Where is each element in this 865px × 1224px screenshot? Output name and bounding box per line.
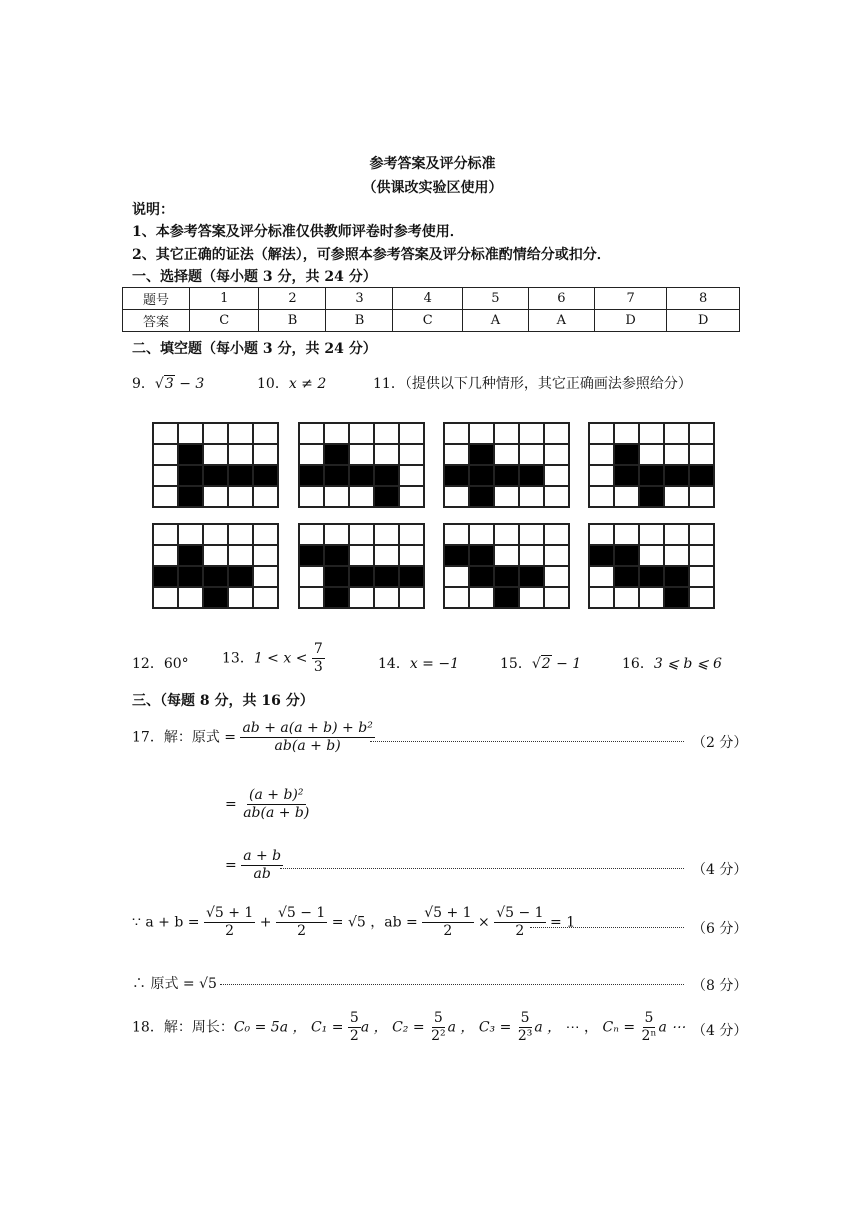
- grid-cell: [153, 423, 178, 444]
- table-cell: B: [259, 310, 326, 332]
- grid-cell: [228, 444, 253, 465]
- shape-grid-6: [298, 523, 425, 609]
- grid-cell: [639, 444, 664, 465]
- q18-label: 18．解：周长：: [132, 1019, 234, 1036]
- grid-cell-filled: [614, 545, 639, 566]
- grid-cell-filled: [639, 566, 664, 587]
- q12-label: 12．: [132, 656, 164, 672]
- grid-cell: [203, 486, 228, 507]
- table-cell: 5: [462, 288, 528, 310]
- grid-cell-filled: [589, 545, 614, 566]
- grid-cell: [178, 587, 203, 608]
- grid-cell: [589, 423, 614, 444]
- grid-cell-filled: [203, 465, 228, 486]
- note-item-2: 2、其它正确的证法（解法），可参照本参考答案及评分标准酌情给分或扣分．: [132, 247, 611, 263]
- grid-cell-filled: [664, 465, 689, 486]
- grid-cell: [664, 524, 689, 545]
- q18-frac-2: $\frac{5}{\text{2²}}$: [431, 1010, 446, 1044]
- q18-c2: C₂ =: [392, 1019, 430, 1036]
- q18-a: a ，: [360, 1019, 388, 1036]
- q11-note: （提供以下几种情形，其它正确画法参照给分）: [404, 376, 692, 392]
- grid-cell-filled: [349, 566, 374, 587]
- grid-cell: [253, 587, 278, 608]
- because-mid: = √5 ，ab =: [327, 914, 423, 931]
- table-header-cell: 题号: [123, 288, 190, 310]
- dot-leader: [280, 868, 684, 869]
- q14: [378, 653, 459, 673]
- grid-cell: [519, 524, 544, 545]
- shape-grid-5: [152, 523, 279, 609]
- grid-cell-filled: [178, 486, 203, 507]
- shape-grid-1: [152, 422, 279, 508]
- q17-fraction-1: $\frac{\text{ab + a(a + b) + b²}}{ab(a + b)}$: [242, 720, 373, 754]
- grid-cell: [689, 566, 714, 587]
- frac-a: $\frac{√5 + 1}{2}$: [205, 905, 254, 939]
- q18-frac-n: $\frac{5}{\text{2ⁿ}}$: [641, 1010, 657, 1044]
- grid-cell: [299, 444, 324, 465]
- grid-cell: [519, 587, 544, 608]
- grid-cell: [349, 444, 374, 465]
- q17-line2: = $\frac{\text{(a + b)²}}{ab(a + b)}$: [225, 787, 310, 821]
- q10-label: 10．: [257, 376, 289, 392]
- grid-cell: [614, 587, 639, 608]
- therefore-line: ∴ 原式 = √5: [132, 976, 217, 992]
- q13: [222, 641, 325, 676]
- grid-cell: [253, 545, 278, 566]
- grid-cell: [153, 587, 178, 608]
- grid-cell: [153, 545, 178, 566]
- q10-answer: x ≠ 2: [288, 376, 327, 392]
- q18-tail: a ⋯: [658, 1019, 686, 1036]
- q9-answer: √3 − 3: [154, 376, 205, 392]
- grid-cell: [614, 524, 639, 545]
- grid-cell: [689, 444, 714, 465]
- grid-cell: [374, 587, 399, 608]
- grid-cell: [203, 423, 228, 444]
- grid-cell-filled: [469, 486, 494, 507]
- grid-cell-filled: [519, 566, 544, 587]
- q15: [500, 653, 581, 673]
- grid-cell-filled: [299, 465, 324, 486]
- grid-cell: [589, 444, 614, 465]
- table-cell: 4: [393, 288, 462, 310]
- note-item-1: 1、本参考答案及评分标准仅供教师评卷时参考使用．: [132, 224, 464, 240]
- grid-cell: [299, 566, 324, 587]
- grid-cell: [399, 444, 424, 465]
- q18-a: a ，: [534, 1019, 562, 1036]
- grid-cell: [299, 423, 324, 444]
- q17-line3: = $\frac{a + b}{ab}$: [225, 848, 282, 882]
- grid-cell-filled: [178, 545, 203, 566]
- grid-cell-filled: [639, 465, 664, 486]
- dot-leader: [220, 984, 684, 985]
- section3-heading: 三、（每题 8 分，共 16 分）: [132, 693, 314, 709]
- shape-grid-4: [588, 422, 715, 508]
- grid-cell-filled: [178, 444, 203, 465]
- grid-cell: [253, 486, 278, 507]
- table-cell: C: [393, 310, 462, 332]
- q12: [132, 653, 189, 673]
- grid-cell-filled: [153, 566, 178, 587]
- grid-cell: [639, 587, 664, 608]
- grid-cell-filled: [614, 444, 639, 465]
- grid-cell: [664, 444, 689, 465]
- grid-cell: [299, 486, 324, 507]
- section1-heading: 一、选择题（每小题 3 分，共 24 分）: [132, 269, 377, 285]
- q9-label: 9．: [132, 376, 155, 392]
- grid-cell: [153, 465, 178, 486]
- grid-cell: [203, 444, 228, 465]
- frac-d: $\frac{√5 - 1}{2}$: [496, 905, 544, 939]
- grid-cell: [399, 465, 424, 486]
- grid-cell: [639, 545, 664, 566]
- grid-cell: [203, 524, 228, 545]
- grid-cell-filled: [614, 465, 639, 486]
- grid-cell-filled: [494, 566, 519, 587]
- q17-fraction-3: $\frac{a + b}{ab}$: [243, 848, 282, 882]
- grid-cell-filled: [178, 566, 203, 587]
- grid-cell-filled: [469, 465, 494, 486]
- q17-line1: [132, 720, 375, 755]
- q17-fraction-2: $\frac{\text{(a + b)²}}{ab(a + b)}$: [243, 787, 310, 821]
- grid-cell: [589, 465, 614, 486]
- score-label: （4 分）: [692, 862, 748, 878]
- grid-cell: [349, 423, 374, 444]
- grid-cell: [253, 444, 278, 465]
- grid-cell: [544, 566, 569, 587]
- grid-cell-filled: [228, 566, 253, 587]
- grid-cell: [664, 423, 689, 444]
- grid-cell: [178, 524, 203, 545]
- grid-cell: [299, 587, 324, 608]
- grid-cell-filled: [203, 566, 228, 587]
- grid-cell: [444, 566, 469, 587]
- section2-heading: 二、填空题（每小题 3 分，共 24 分）: [132, 341, 377, 357]
- grid-cell-filled: [324, 566, 349, 587]
- grid-cell: [374, 545, 399, 566]
- grid-cell-filled: [664, 566, 689, 587]
- grid-cell: [374, 423, 399, 444]
- grid-cell: [228, 587, 253, 608]
- q17-label: 17．解：原式 =: [132, 729, 241, 746]
- grid-cell: [494, 524, 519, 545]
- grid-cell: [228, 545, 253, 566]
- grid-cell: [544, 486, 569, 507]
- grid-cell: [494, 545, 519, 566]
- grid-cell-filled: [494, 465, 519, 486]
- grid-cell: [444, 444, 469, 465]
- grid-cell-filled: [494, 587, 519, 608]
- q16: [622, 653, 722, 673]
- table-header-cell: 答案: [123, 310, 190, 332]
- grid-cell-filled: [469, 566, 494, 587]
- grid-cell: [203, 545, 228, 566]
- grid-cell-filled: [324, 545, 349, 566]
- grid-cell: [253, 423, 278, 444]
- grid-cell: [399, 524, 424, 545]
- table-cell: 2: [259, 288, 326, 310]
- grid-cell: [444, 486, 469, 507]
- grid-cell: [153, 524, 178, 545]
- q13-answer-left: 1 < x <: [253, 650, 312, 667]
- grid-cell: [589, 486, 614, 507]
- grid-cell-filled: [639, 486, 664, 507]
- q11: [373, 373, 692, 393]
- grid-cell: [689, 524, 714, 545]
- grid-cell: [589, 566, 614, 587]
- shape-grid-7: [443, 523, 570, 609]
- q12-answer: 60°: [163, 656, 189, 672]
- q10: [257, 373, 326, 393]
- table-cell: D: [594, 310, 667, 332]
- shape-grid-3: [443, 422, 570, 508]
- q18-line: [132, 1010, 685, 1045]
- shape-grid-2: [298, 422, 425, 508]
- frac-b: $\frac{√5 - 1}{2}$: [277, 905, 326, 939]
- table-cell: D: [667, 310, 740, 332]
- q18-c3: C₃ =: [478, 1019, 516, 1036]
- grid-cell: [299, 524, 324, 545]
- q18-a: a ，: [447, 1019, 475, 1036]
- grid-cell: [544, 423, 569, 444]
- q13-label: 13．: [222, 650, 254, 667]
- q18-ellipsis: ⋯ ，: [565, 1019, 599, 1036]
- page-title: 参考答案及评分标准: [369, 156, 496, 172]
- score-label: （8 分）: [692, 978, 748, 994]
- grid-cell: [494, 444, 519, 465]
- table-cell: 3: [326, 288, 393, 310]
- grid-cell: [544, 587, 569, 608]
- grid-cell: [519, 444, 544, 465]
- grid-cell-filled: [444, 465, 469, 486]
- grid-cell-filled: [374, 486, 399, 507]
- grid-cell-filled: [664, 587, 689, 608]
- table-row: [123, 310, 740, 332]
- dot-leader: [530, 927, 684, 928]
- grid-cell: [253, 524, 278, 545]
- grid-cell: [178, 423, 203, 444]
- grid-cell: [544, 524, 569, 545]
- grid-cell: [689, 587, 714, 608]
- q11-label: 11．: [373, 376, 405, 392]
- grid-cell-filled: [324, 587, 349, 608]
- frac-c: $\frac{√5 + 1}{2}$: [424, 905, 472, 939]
- grid-cell: [664, 545, 689, 566]
- grid-cell: [444, 524, 469, 545]
- table-cell: B: [326, 310, 393, 332]
- grid-cell: [374, 444, 399, 465]
- table-row: [123, 288, 740, 310]
- score-label: （4 分）: [692, 1023, 748, 1039]
- q16-answer: 3 ⩽ b ⩽ 6: [653, 656, 722, 672]
- grid-cell-filled: [399, 566, 424, 587]
- notes-label: 说明：: [132, 202, 174, 218]
- q14-answer: x = −1: [409, 656, 459, 672]
- because-left: ∵ a + b =: [132, 914, 204, 931]
- q15-answer: √2 − 1: [531, 656, 582, 672]
- q18-cn: Cₙ =: [602, 1019, 640, 1036]
- table-cell: 7: [594, 288, 667, 310]
- score-label: （2 分）: [692, 735, 748, 751]
- grid-cell-filled: [324, 444, 349, 465]
- table-cell: 8: [667, 288, 740, 310]
- grid-cell-filled: [374, 465, 399, 486]
- grid-cell: [689, 545, 714, 566]
- grid-cell: [689, 423, 714, 444]
- grid-cell: [589, 524, 614, 545]
- grid-cell: [494, 423, 519, 444]
- table-cell: A: [462, 310, 528, 332]
- grid-cell: [469, 524, 494, 545]
- grid-cell: [399, 545, 424, 566]
- q18-c0: C₀ = 5a ，: [233, 1019, 307, 1036]
- grid-cell-filled: [444, 545, 469, 566]
- grid-cell-filled: [203, 587, 228, 608]
- table-cell: C: [190, 310, 259, 332]
- because-end: = 1: [545, 914, 576, 931]
- q18-frac-1: $\frac{5}{2}$: [349, 1010, 359, 1044]
- grid-cell: [544, 545, 569, 566]
- grid-cell: [399, 423, 424, 444]
- grid-cell-filled: [253, 465, 278, 486]
- grid-cell-filled: [178, 465, 203, 486]
- grid-cell: [544, 444, 569, 465]
- grid-cell: [639, 423, 664, 444]
- grid-cell: [374, 524, 399, 545]
- grid-cell: [399, 486, 424, 507]
- grid-cell: [494, 486, 519, 507]
- grid-cell: [228, 423, 253, 444]
- grid-cell-filled: [299, 545, 324, 566]
- grid-cell: [153, 444, 178, 465]
- grid-cell: [253, 566, 278, 587]
- grid-cell: [469, 423, 494, 444]
- grid-cell-filled: [519, 465, 544, 486]
- grid-cell-filled: [228, 465, 253, 486]
- q18-frac-3: $\frac{5}{\text{2³}}$: [517, 1010, 533, 1044]
- grid-cell-filled: [614, 566, 639, 587]
- grid-cell: [469, 587, 494, 608]
- score-label: （6 分）: [692, 921, 748, 937]
- grid-cell: [614, 423, 639, 444]
- grid-cell: [614, 486, 639, 507]
- grid-cell: [349, 524, 374, 545]
- grid-cell: [324, 524, 349, 545]
- dot-leader: [370, 741, 684, 742]
- q9: [132, 373, 204, 393]
- grid-cell: [324, 423, 349, 444]
- q18-c1: C₁ =: [310, 1019, 348, 1036]
- table-cell: A: [528, 310, 594, 332]
- grid-cell: [444, 587, 469, 608]
- grid-cell-filled: [349, 465, 374, 486]
- page-subtitle: （供课改实验区使用）: [362, 180, 503, 196]
- grid-cell: [519, 545, 544, 566]
- q16-label: 16．: [622, 656, 654, 672]
- grid-cell: [399, 587, 424, 608]
- shape-grid-8: [588, 523, 715, 609]
- grid-cell: [664, 486, 689, 507]
- grid-cell: [589, 587, 614, 608]
- grid-cell: [324, 486, 349, 507]
- answer-table: [122, 287, 740, 332]
- because-line: ∵ a + b = $\frac{√5 + 1}{2}$ + $\frac{√5 - 1}{2}$ = √5 ，ab = $\frac{√5 + 1}{2}$ × $\frac{√5 - 1}{2}$ = 1: [132, 905, 576, 939]
- grid-cell: [228, 524, 253, 545]
- grid-cell: [519, 423, 544, 444]
- grid-cell: [689, 486, 714, 507]
- grid-cell: [349, 545, 374, 566]
- grid-cell-filled: [324, 465, 349, 486]
- q15-label: 15．: [500, 656, 532, 672]
- grid-cell-filled: [469, 545, 494, 566]
- table-cell: 1: [190, 288, 259, 310]
- q14-label: 14．: [378, 656, 410, 672]
- table-cell: 6: [528, 288, 594, 310]
- grid-cell: [519, 486, 544, 507]
- grid-cell: [544, 465, 569, 486]
- q13-fraction: $\frac{7}{3}$: [313, 641, 323, 675]
- grid-cell: [349, 486, 374, 507]
- grid-cell-filled: [374, 566, 399, 587]
- grid-cell-filled: [689, 465, 714, 486]
- grid-cell-filled: [469, 444, 494, 465]
- grid-cell: [153, 486, 178, 507]
- grid-cell: [228, 486, 253, 507]
- grid-cell: [639, 524, 664, 545]
- grid-cell: [444, 423, 469, 444]
- grid-cell: [349, 587, 374, 608]
